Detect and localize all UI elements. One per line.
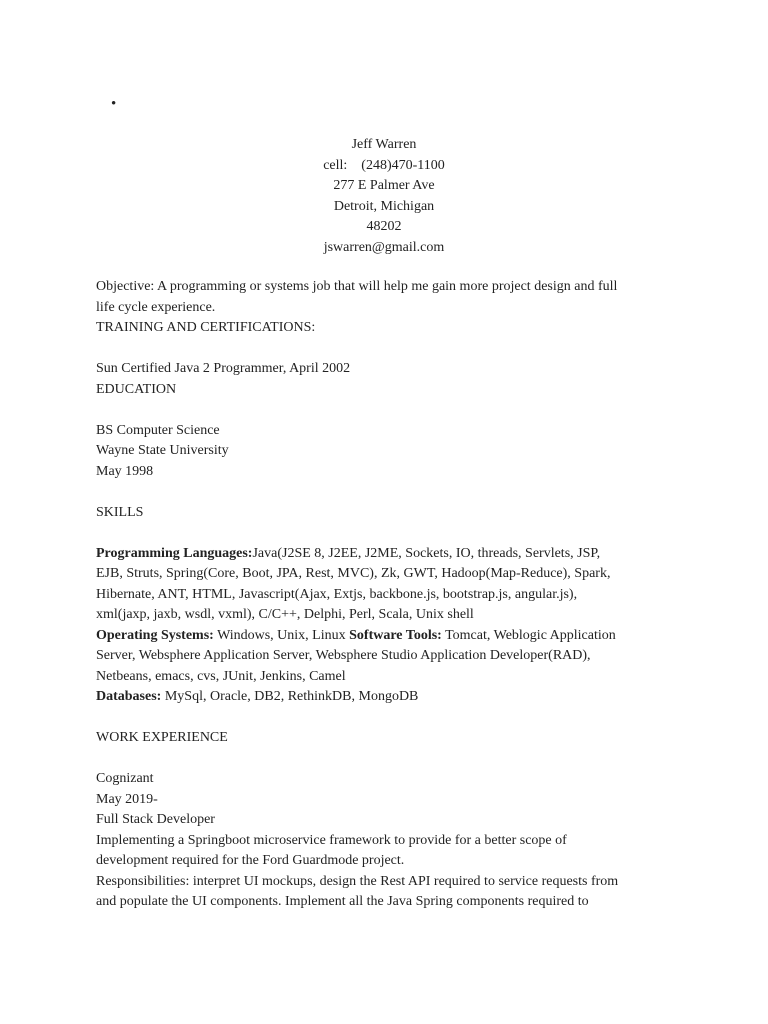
zip-code: 48202 [366, 219, 402, 234]
education-heading: EDUCATION [96, 381, 177, 397]
objective-line-1: Objective: A programming or systems job that will help me gain more project design and full [96, 279, 618, 294]
programming-languages-line-3: Hibernate, ANT, HTML, Javascript(Ajax, Extjs, backbone.js, bootstrap.js, angular.js), [96, 586, 578, 602]
work-description-line-1: Implementing a Springboot microservice framework to provide for a better scope of [96, 832, 567, 848]
work-title: Full Stack Developer [96, 812, 215, 827]
work-description-line-2: development required for the Ford Guardmode project. [96, 853, 405, 868]
programming-languages-line-1 [96, 544, 671, 565]
education-date: May 1998 [96, 463, 154, 479]
programming-languages-line-4: xml(jaxp, jaxb, wsdl, vxml), C/C++, Delphi, Perl, Scala, Unix shell [96, 607, 474, 622]
contact-header [0, 135, 768, 258]
software-tools-line-3: Netbeans, emacs, cvs, JUnit, Jenkins, Camel [96, 668, 346, 684]
work-date: May 2019- [96, 791, 158, 807]
programming-languages-label: Programming Languages: [96, 545, 253, 561]
street-address: 277 E Palmer Ave [333, 178, 435, 193]
resume-body [96, 277, 671, 913]
operating-systems-value: Windows, Unix, Linux [213, 627, 350, 643]
operating-systems-line [96, 626, 671, 647]
software-tools-value: Tomcat, Weblogic Application [441, 627, 616, 643]
programming-languages-line-2: EJB, Struts, Spring(Core, Boot, JPA, Rest, MVC), Zk, GWT, Hadoop(Map-Reduce), Spark, [96, 566, 611, 581]
spacer [96, 339, 671, 360]
spacer [96, 400, 671, 421]
candidate-name: Jeff Warren [351, 137, 417, 152]
programming-languages-value: Java(J2SE 8, J2EE, J2ME, Sockets, IO, threads, Servlets, JSP, [252, 545, 601, 561]
email-address: jswarren@gmail.com [323, 239, 445, 255]
databases-value: MySql, Oracle, DB2, RethinkDB, MongoDB [161, 689, 419, 704]
education-degree: BS Computer Science [96, 422, 220, 438]
certification-item: Sun Certified Java 2 Programmer, April 2002 [96, 361, 351, 376]
work-responsibilities-line-2: and populate the UI components. Implement all the Java Spring components required to [96, 894, 589, 909]
spacer [96, 523, 671, 544]
work-heading: WORK EXPERIENCE [96, 730, 228, 745]
spacer [96, 749, 671, 770]
databases-line [96, 687, 671, 708]
city-state: Detroit, Michigan [333, 198, 435, 214]
training-heading: TRAINING AND CERTIFICATIONS: [96, 320, 316, 335]
spacer [96, 482, 671, 503]
work-responsibilities-line-1: Responsibilities: interpret UI mockups, design the Rest API required to service requests from [96, 873, 619, 889]
software-tools-label: Software Tools: [349, 627, 442, 643]
spacer [96, 708, 671, 729]
software-tools-line-2: Server, Websphere Application Server, Websphere Studio Application Developer(RAD), [96, 648, 591, 663]
work-company: Cognizant [96, 771, 154, 786]
list-bullet: • [111, 96, 117, 112]
operating-systems-label: Operating Systems: [96, 627, 214, 643]
objective-line-2: life cycle experience. [96, 299, 216, 315]
cell-phone: cell: (248)470-1100 [323, 157, 445, 173]
skills-heading: SKILLS [96, 504, 144, 520]
databases-label: Databases: [96, 689, 162, 704]
education-school: Wayne State University [96, 443, 229, 458]
